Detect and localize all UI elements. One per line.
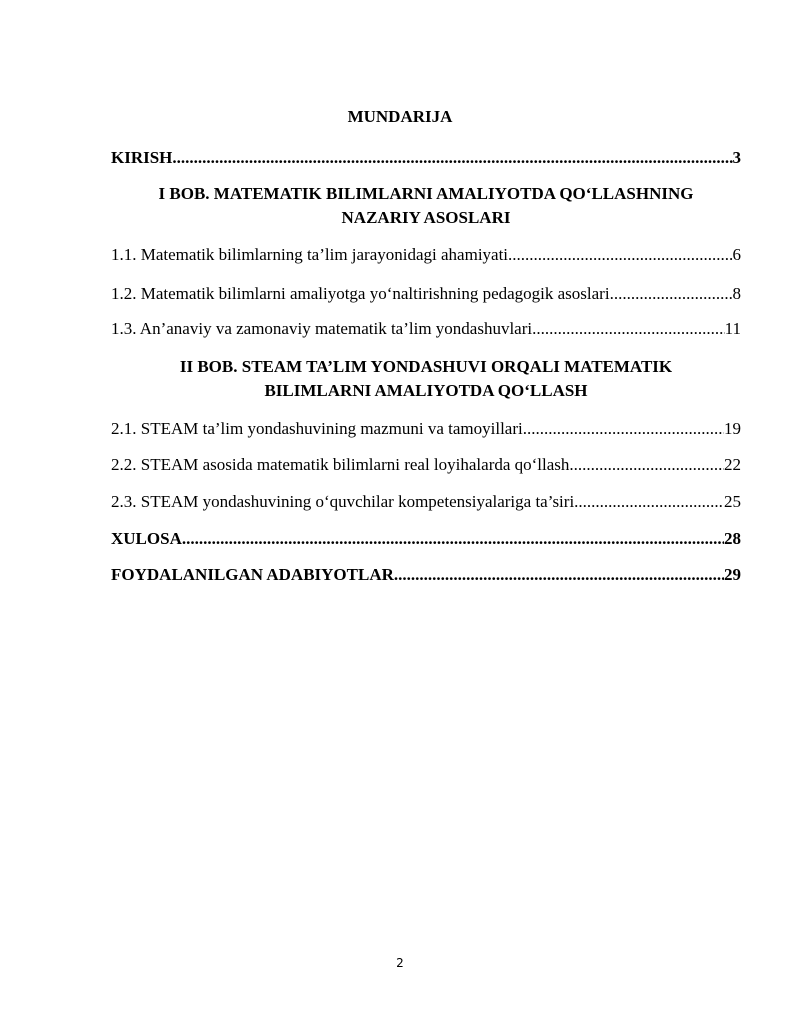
toc-entry-2-1[interactable] (111, 418, 741, 440)
chapter-2-heading[interactable] (111, 355, 741, 403)
toc-entry-label: 2.2. STEAM asosida matematik bilimlarni real loyihalarda qo‘llash (111, 455, 570, 474)
toc-entry-label: 1.1. Matematik bilimlarning ta’lim jarayonidagi ahamiyati (111, 245, 509, 264)
toc-entry-page: 6 (732, 245, 741, 264)
toc-entry-1-2[interactable] (111, 283, 741, 305)
chapter-1-heading[interactable] (111, 182, 741, 230)
chapter-2-title-line2: BILIMLARNI AMALIYOTDA QO‘LLASH (264, 381, 588, 400)
toc-entry-page: 3 (732, 148, 741, 167)
toc-entry-intro[interactable] (111, 147, 741, 169)
dot-leader (182, 528, 724, 550)
toc-entry-2-3[interactable] (111, 491, 741, 513)
dot-leader (532, 318, 725, 340)
dot-leader (508, 244, 732, 266)
toc-title: MUNDARIJA (347, 107, 453, 126)
toc-entry-label: 1.3. An’anaviy va zamonaviy matematik ta’lim yondashuvlari (111, 319, 533, 338)
toc-entry-page: 11 (724, 319, 741, 338)
toc-entry-1-1[interactable] (111, 244, 741, 266)
toc-entry-label: 2.3. STEAM yondashuvining o‘quvchilar kompetensiyalariga ta’siri (111, 492, 575, 511)
chapter-2-title-line1: II BOB. STEAM TA’LIM YONDASHUVI ORQALI MATEMATIK (179, 357, 673, 376)
toc-entry-page: 28 (724, 529, 741, 548)
toc-entry-label: FOYDALANILGAN ADABIYOTLAR (111, 565, 394, 584)
toc-entry-1-3[interactable] (111, 318, 741, 340)
toc-entry-label: 1.2. Matematik bilimlarni amaliyotga yo‘naltirishning pedagogik asoslari (111, 284, 610, 303)
dot-leader (610, 283, 733, 305)
dot-leader (172, 147, 732, 169)
page-number: 2 (396, 956, 404, 970)
toc-entry-conclusion[interactable] (111, 528, 741, 550)
toc-entry-page: 22 (724, 455, 741, 474)
toc-entry-page: 29 (724, 565, 741, 584)
toc-entry-page: 8 (732, 284, 741, 303)
dot-leader (394, 564, 724, 586)
dot-leader (574, 491, 724, 513)
toc-entry-label: KIRISH (111, 148, 173, 167)
toc-entry-label: XULOSA (111, 529, 182, 548)
toc-entry-2-2[interactable] (111, 454, 741, 476)
chapter-1-title-line1: I BOB. MATEMATIK BILIMLARNI AMALIYOTDA QO‘LLASHNING (158, 184, 694, 203)
toc-entry-label: 2.1. STEAM ta’lim yondashuvining mazmuni va tamoyillari (111, 419, 523, 438)
chapter-1-title-line2: NAZARIY ASOSLARI (341, 208, 511, 227)
toc-entry-references[interactable] (111, 564, 741, 586)
toc-entry-page: 25 (724, 492, 741, 511)
dot-leader (569, 454, 724, 476)
dot-leader (523, 418, 724, 440)
toc-entry-page: 19 (724, 419, 741, 438)
